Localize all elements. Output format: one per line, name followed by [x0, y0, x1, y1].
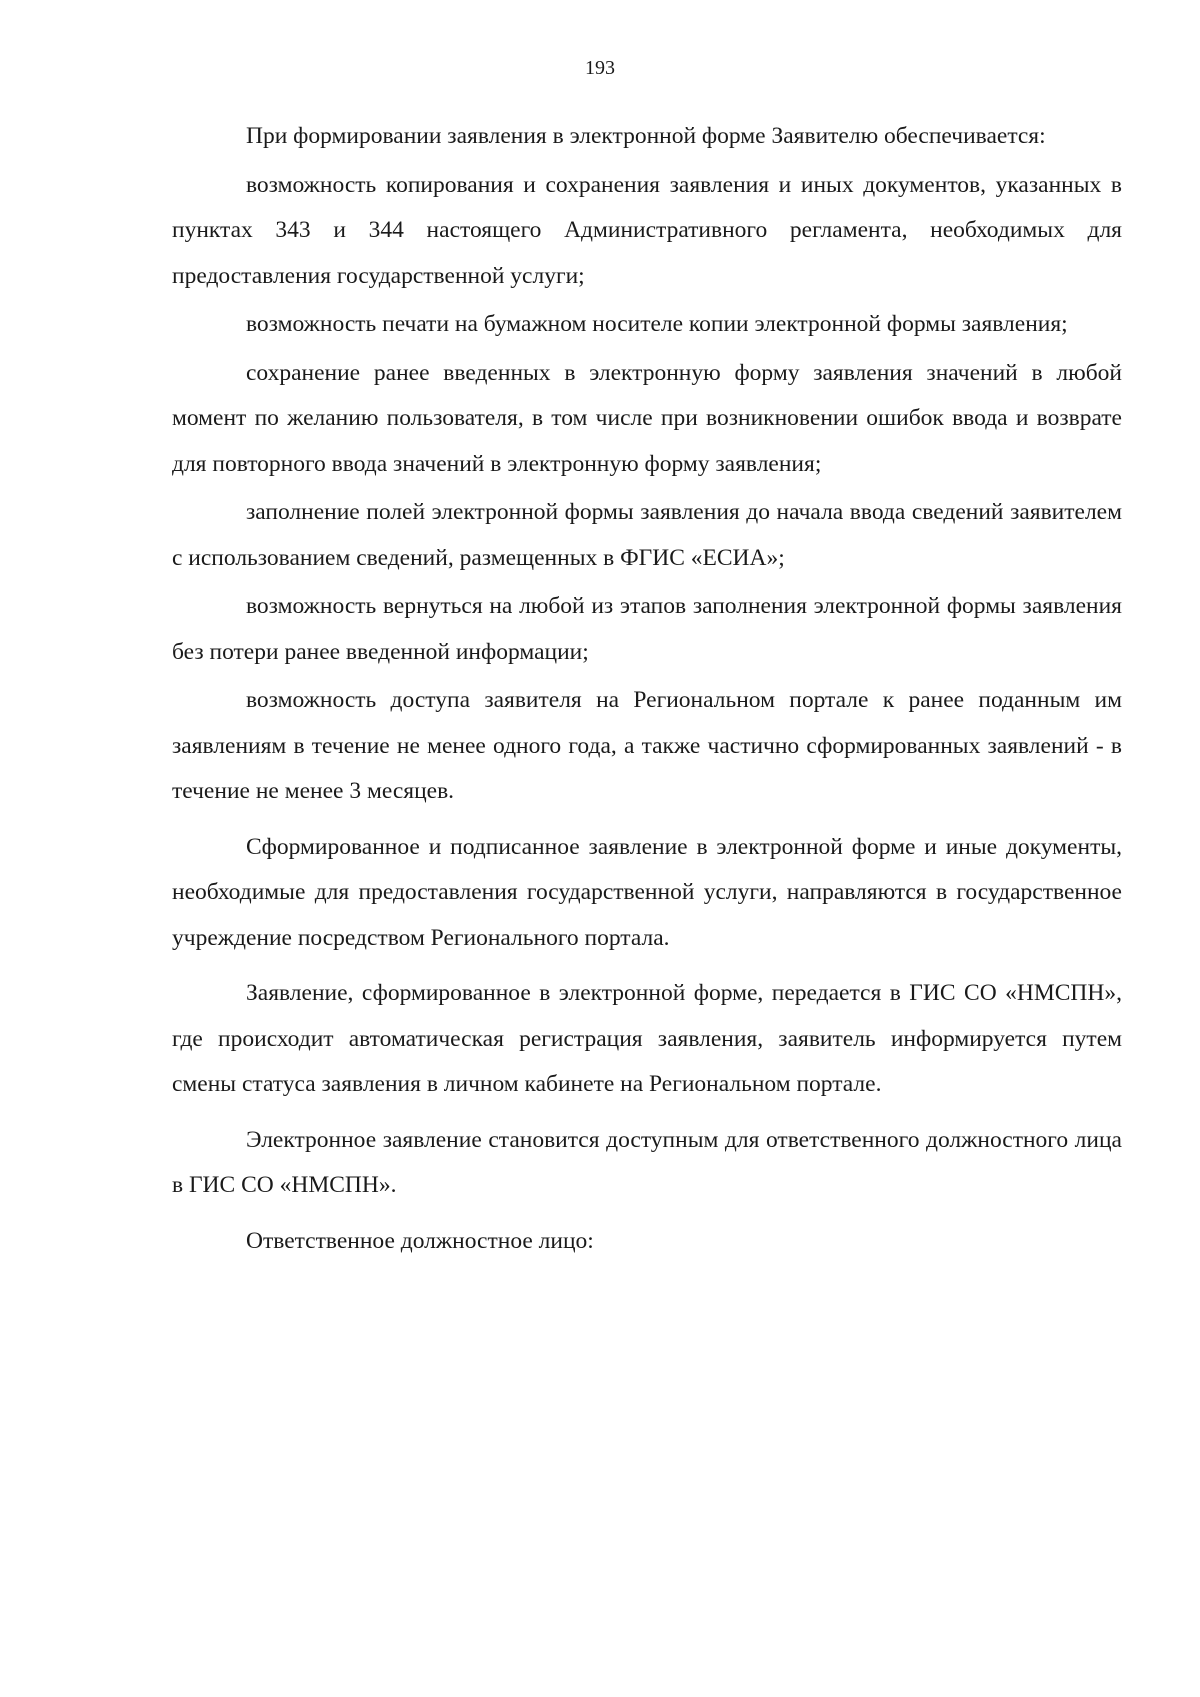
paragraph-submission: Сформированное и подписанное заявление в электронной форме и иные документы, необходимые для предоставления государственной услуги, направляются в государственное учреждение посредством Регионального портала. [172, 833, 1122, 951]
paragraph-responsible-official: Ответственное должностное лицо: [246, 1227, 594, 1254]
paragraph-return-step: возможность вернуться на любой из этапов заполнения электронной формы заявления без потери ранее введенной информации; [172, 593, 1122, 665]
paragraph-intro: При формировании заявления в электронной форме Заявителю обеспечивается: [246, 123, 1046, 149]
page-number: 193 [585, 57, 615, 79]
paragraph-save-values: сохранение ранее введенных в электронную форму заявления значений в любой момент по желанию пользователя, в том числе при возникновении ошибок ввода и возврате для повторного ввода значений в электронную форму заявления; [172, 359, 1122, 477]
document-body [172, 114, 1122, 1267]
paragraph-access: возможность доступа заявителя на Региональном портале к ранее поданным им заявлениям в течение не менее одного года, а также частично сформированных заявлений - в течение не менее 3 месяцев. [172, 687, 1122, 804]
paragraph-prefill: заполнение полей электронной формы заявления до начала ввода сведений заявителем с использованием сведений, размещенных в ФГИС «ЕСИА»; [172, 499, 1122, 571]
paragraph-copy-save: возможность копирования и сохранения заявления и иных документов, указанных в пунктах 343 и 344 настоящего Административного регламента, необходимых для предоставления государственной услуги; [172, 171, 1122, 289]
paragraph-print: возможность печати на бумажном носителе копии электронной формы заявления; [246, 311, 1068, 337]
paragraph-registration: Заявление, сформированное в электронной форме, передается в ГИС СО «НМСПН», где происходит автоматическая регистрация заявления, заявитель информируется путем смены статуса заявления в личном кабинете на Региональном портале. [172, 980, 1122, 1097]
paragraph-availability: Электронное заявление становится доступным для ответственного должностного лица в ГИС СО «НМСПН». [172, 1126, 1122, 1198]
